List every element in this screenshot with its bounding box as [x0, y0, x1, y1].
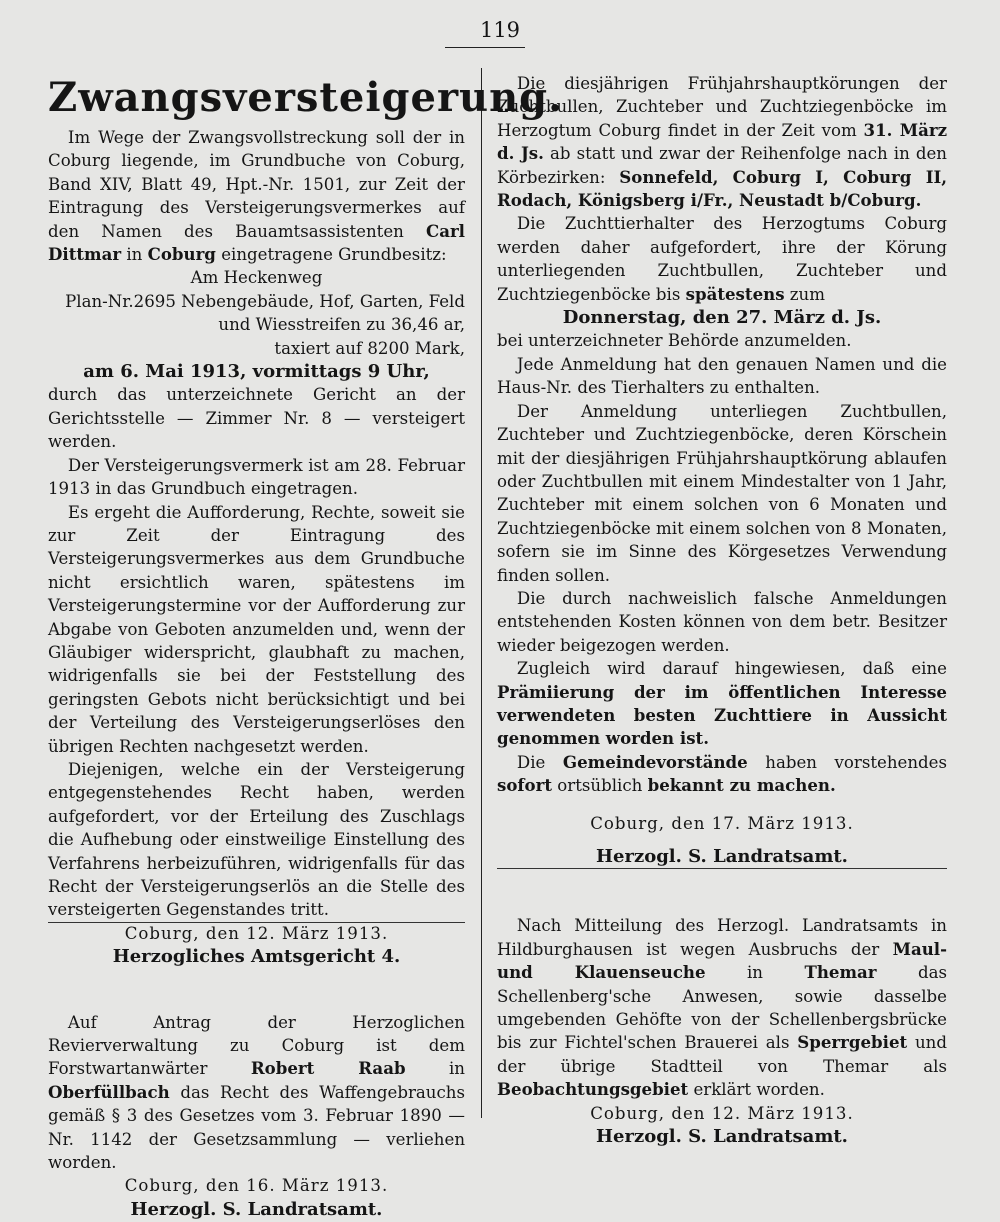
- weapon-right-notice: [48, 1011, 465, 1175]
- text: Nach Mitteilung des Herzogl. Landratsamts in Hildburghausen ist wegen Ausbruchs der: [497, 916, 947, 959]
- date-line-1: Coburg, den 12. März 1913.: [124, 923, 389, 943]
- text: in: [705, 963, 805, 983]
- text: Die Zuchttierhalter des Herzogtums Coburg werden daher aufgefordert, ihre der Körung unterliegenden Zuchtbullen, Zuchteber und Zuchtziegenböcke bis: [497, 214, 947, 304]
- bold-text: Maul- und Klauenseuche: [497, 938, 947, 983]
- text: in: [405, 1059, 465, 1079]
- registration-scope: Der Anmeldung unterliegen Zuchtbullen, Zuchteber und Zuchtziegenböcke, deren Körschein mit der diesjährigen Frühjahrshauptkörung ablaufen oder Zuchtbullen mit einem Mindestalter von 1 Jahr, Zuchteber mit einem solchen von 6 Monaten und Zuchtziegenböcke mit einem solchen von 8 Monaten, sofern sie im Sinne des Körgesetzes Verwendung finden sollen.: [497, 401, 947, 585]
- epidemic-notice: [497, 914, 947, 1101]
- start-date: 31. März d. Js.: [497, 119, 947, 164]
- objection-notice: Diejenigen, welche ein der Versteigerung entgegenstehendes Recht haben, werden aufgefordert, vor der Erteilung des Zuschlags die Aufhebung oder einstweilige Einstellung des Verfahrens herbeizuführen, widrigenfalls für das Recht der Versteigerungserlös an die Stelle des versteigerten Gegenstandes tritt.: [48, 759, 465, 920]
- spacer: [497, 868, 947, 914]
- bold-text: sofort: [497, 775, 553, 796]
- owner-name: Carl Dittmar: [48, 220, 465, 265]
- registration-note: Der Versteigerungsvermerk ist am 28. Februar 1913 in das Grundbuch eingetragen.: [48, 455, 465, 499]
- date-line-3: Coburg, den 17. März 1913.: [590, 813, 854, 833]
- text: und der übrige Stadtteil von Themar als: [497, 1033, 947, 1076]
- cost-notice: Die durch nachweislich falsche Anmeldungen entstehenden Kosten können von dem betr. Besitzer wieder beigezogen werden.: [497, 588, 947, 655]
- text: in: [121, 245, 148, 265]
- bold-text: Beobachtungsgebiet: [497, 1079, 689, 1100]
- auction-date: am 6. Mai 1913, vormittags 9 Uhr,: [83, 361, 430, 383]
- award-text: Prämiierung der im öffentlichen Interesse verwendeten besten Zuchttiere in Aussicht genommen worden ist.: [497, 681, 947, 749]
- municipal-notice: [497, 751, 947, 798]
- rights-notice: Es ergeht die Aufforderung, Rechte, soweit sie zur Zeit der Eintragung des Versteigerungsvermerkes aus dem Grundbuche nicht ersichtlich waren, spätestens im Versteigerungstermine vor der Aufforderung zur Abgabe von Geboten anzumelden und, wenn der Gläubiger widerspricht, glaubhaft zu machen, widrigenfalls sie bei der Feststellung des geringsten Gebots nicht berücksichtigt und bei der Verteilung des Versteigerungserlöses den übrigen Rechten nachgesetzt werden.: [48, 502, 465, 756]
- spacer: [497, 835, 947, 845]
- text: ab statt und zwar der Reihenfolge nach in den Körbezirken:: [497, 144, 947, 187]
- notice-title: Zwangsversteigerung.: [48, 74, 564, 121]
- breeder-notice: [497, 212, 947, 306]
- text: das Recht des Waffengebrauchs gemäß § 3 des Gesetzes vom 3. Februar 1890 — Nr. 1142 der Gesetzsammlung — verliehen worden.: [48, 1082, 465, 1173]
- text: Zugleich wird darauf hingewiesen, daß eine: [516, 659, 947, 679]
- bold-text: bekannt zu machen.: [647, 775, 836, 796]
- spacer: [48, 969, 465, 1011]
- auction-location: durch das unterzeichnete Gericht an der Gerichtsstelle — Zimmer Nr. 8 — versteigert werden.: [48, 385, 465, 452]
- text: Die: [516, 752, 563, 772]
- text: eingetragene Grundbesitz:: [215, 245, 447, 265]
- page-number: 119: [479, 18, 521, 42]
- property-street: Am Heckenweg: [190, 268, 323, 288]
- text: Auf Antrag der Herzoglichen Revierverwaltung zu Coburg ist dem Forstwartanwärter: [48, 1012, 465, 1079]
- signature-landratsamt: Herzogl. S. Landratsamt.: [130, 1198, 383, 1220]
- registration-content: Jede Anmeldung hat den genauen Namen und die Haus-Nr. des Tierhalters zu enthalten.: [497, 354, 947, 398]
- spacer: [497, 798, 947, 812]
- deadline-date: Donnerstag, den 27. März d. Js.: [562, 307, 882, 329]
- registration-instruction: bei unterzeichneter Behörde anzumelden.: [497, 331, 852, 351]
- signature-landratsamt-2: Herzogl. S. Landratsamt.: [596, 846, 848, 867]
- property-valuation: taxiert auf 8200 Mark,: [274, 338, 465, 358]
- bold-text: Sperrgebiet: [797, 1032, 908, 1053]
- text: Die diesjährigen Frühjahrshauptkörungen der Zuchtbullen, Zuchteber und Zuchtziegenböcke im Herzogtum Coburg findet in der Zeit vom: [497, 74, 947, 140]
- bold-text: Gemeindevorstände: [562, 751, 748, 772]
- text: erklärt worden.: [688, 1080, 825, 1100]
- koerung-intro: [497, 72, 947, 212]
- place-name: Coburg: [147, 244, 216, 265]
- bold-text: Themar: [804, 962, 877, 983]
- text: Im Wege der Zwangsvollstreckung soll der in Coburg liegende, im Grundbuche von Coburg, Band XIV, Blatt 49, Hpt.-Nr. 1501, zur Zeit der Eintragung des Versteigerungsvermerkes auf den Namen des Bauamtsassistenten: [48, 128, 465, 241]
- date-line-4: Coburg, den 12. März 1913.: [590, 1103, 854, 1123]
- signature-court: Herzogliches Amtsgericht 4.: [112, 946, 401, 968]
- column-divider: [481, 68, 482, 1118]
- page-number-rule: [445, 47, 525, 48]
- auction-intro: [48, 126, 465, 266]
- text: zum: [784, 284, 825, 304]
- text: haben vorstehendes: [747, 752, 947, 772]
- person-name: Robert Raab: [250, 1058, 406, 1079]
- award-notice: [497, 657, 947, 751]
- date-line-2: Coburg, den 16. März 1913.: [124, 1176, 389, 1196]
- districts: Sonnefeld, Coburg I, Coburg II, Rodach, Königsberg i/Fr., Neustadt b/Coburg.: [497, 166, 948, 211]
- text: ortsüblich: [552, 776, 648, 796]
- property-line-2: und Wiesstreifen zu 36,46 ar,: [218, 315, 465, 335]
- place-name: Oberfüllbach: [48, 1081, 170, 1102]
- text: das Schellenberg'sche Anwesen, sowie dasselbe umgebenden Gehöfte von der Schellenbergsbrücke bis zur Fichtel'schen Brauerei als: [497, 963, 947, 1053]
- deadline-word: spätestens: [685, 283, 785, 304]
- property-line-1: Plan-Nr.2695 Nebengebäude, Hof, Garten, Feld: [65, 291, 465, 311]
- right-column: [497, 72, 947, 1148]
- signature-landratsamt-3: Herzogl. S. Landratsamt.: [596, 1126, 848, 1148]
